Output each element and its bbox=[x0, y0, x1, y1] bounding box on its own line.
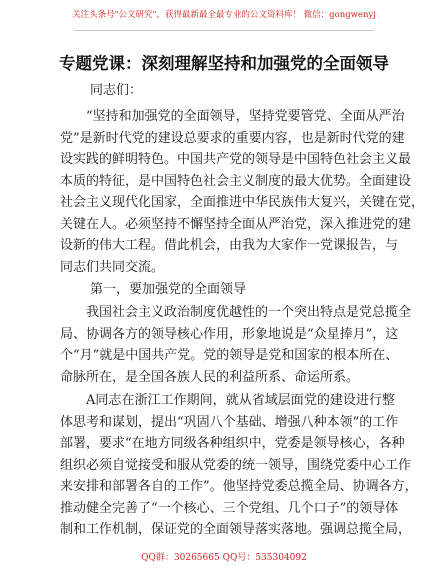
paragraph-line: 组织必须自觉接受和服从党委的统一领导，围绕党委中心工作 bbox=[60, 457, 412, 473]
paragraph-line: 来安排和部署各自的工作”。他坚持党委总揽全局、协调各方， bbox=[60, 479, 418, 494]
paragraph-line: 党”是新时代党的建设总要求的重要内容，也是新时代党的建 bbox=[60, 130, 405, 146]
paragraph-line: “坚持和加强党的全面领导，坚持党要管党、全面从严治 bbox=[86, 109, 405, 124]
paragraph-line: 部署，要求“在地方同级各种组织中，党委是领导核心，各种 bbox=[60, 436, 405, 451]
paragraph-line: 制和工作机制，保证党的全面领导落实落地。强调总揽全局， bbox=[60, 522, 412, 537]
salutation-line: 同志们： bbox=[90, 83, 143, 98]
paragraph-line: A同志在浙江工作期间，就从省域层面党的建设进行整 bbox=[86, 393, 395, 408]
section-heading-1 bbox=[60, 279, 395, 301]
paragraph-line: 设新的伟大工程。借此机会，由我为大家作一党课报告，与 bbox=[60, 238, 399, 253]
paragraph-line: 命脉所在，是全国各族人民的利益所系、命运所系。 bbox=[60, 369, 360, 385]
salutation bbox=[60, 80, 395, 102]
paragraph-2 bbox=[60, 302, 412, 388]
paragraph-line: 关键在人。必须坚持不懈坚持全面从严治党，深入推进党的建 bbox=[60, 216, 412, 232]
footer-contact-note: QQ群：30265665 QQ号：535304092 bbox=[141, 553, 307, 563]
paragraph-line: 我国社会主义政治制度优越性的一个突出特点是党总揽全 bbox=[86, 305, 412, 320]
paragraph-line: 个“月”就是中国共产党。党的领导是党和国家的根本所在、 bbox=[60, 348, 399, 363]
paragraph-line: 设实践的鲜明特色。中国共产党的领导是中国特色社会主义最 bbox=[60, 152, 412, 167]
paragraph-line: 本质的特征，是中国特色社会主义制度的最大优势。全面建设 bbox=[60, 173, 412, 189]
paragraph-3 bbox=[60, 390, 418, 541]
section-heading-line: 第一，要加强党的全面领导 bbox=[90, 282, 247, 297]
header-promo-note: 关注头条号"公文研究"，获得最新最全最专业的公文资料库！ 微信：gongwenyj bbox=[72, 10, 376, 20]
paragraph-line: 局、协调各方的领导核心作用，形象地说是“众星捧月”，这 bbox=[60, 326, 399, 342]
document-title: 专题党课：深刻理解坚持和加强党的全面领导 bbox=[59, 54, 389, 73]
paragraph-line: 同志们共同交流。 bbox=[60, 259, 165, 275]
paragraph-line: 社会主义现代化国家，全面推进中华民族伟大复兴，关键在党， bbox=[60, 195, 425, 210]
header-divider bbox=[74, 30, 374, 31]
paragraph-1 bbox=[60, 106, 425, 278]
paragraph-line: 体思考和谋划，提出“巩固八个基础、增强八种本领”的工作 bbox=[60, 414, 399, 430]
paragraph-line: 推动健全完善了“一个核心、三个党组、几个口子”的领导体 bbox=[60, 500, 399, 516]
